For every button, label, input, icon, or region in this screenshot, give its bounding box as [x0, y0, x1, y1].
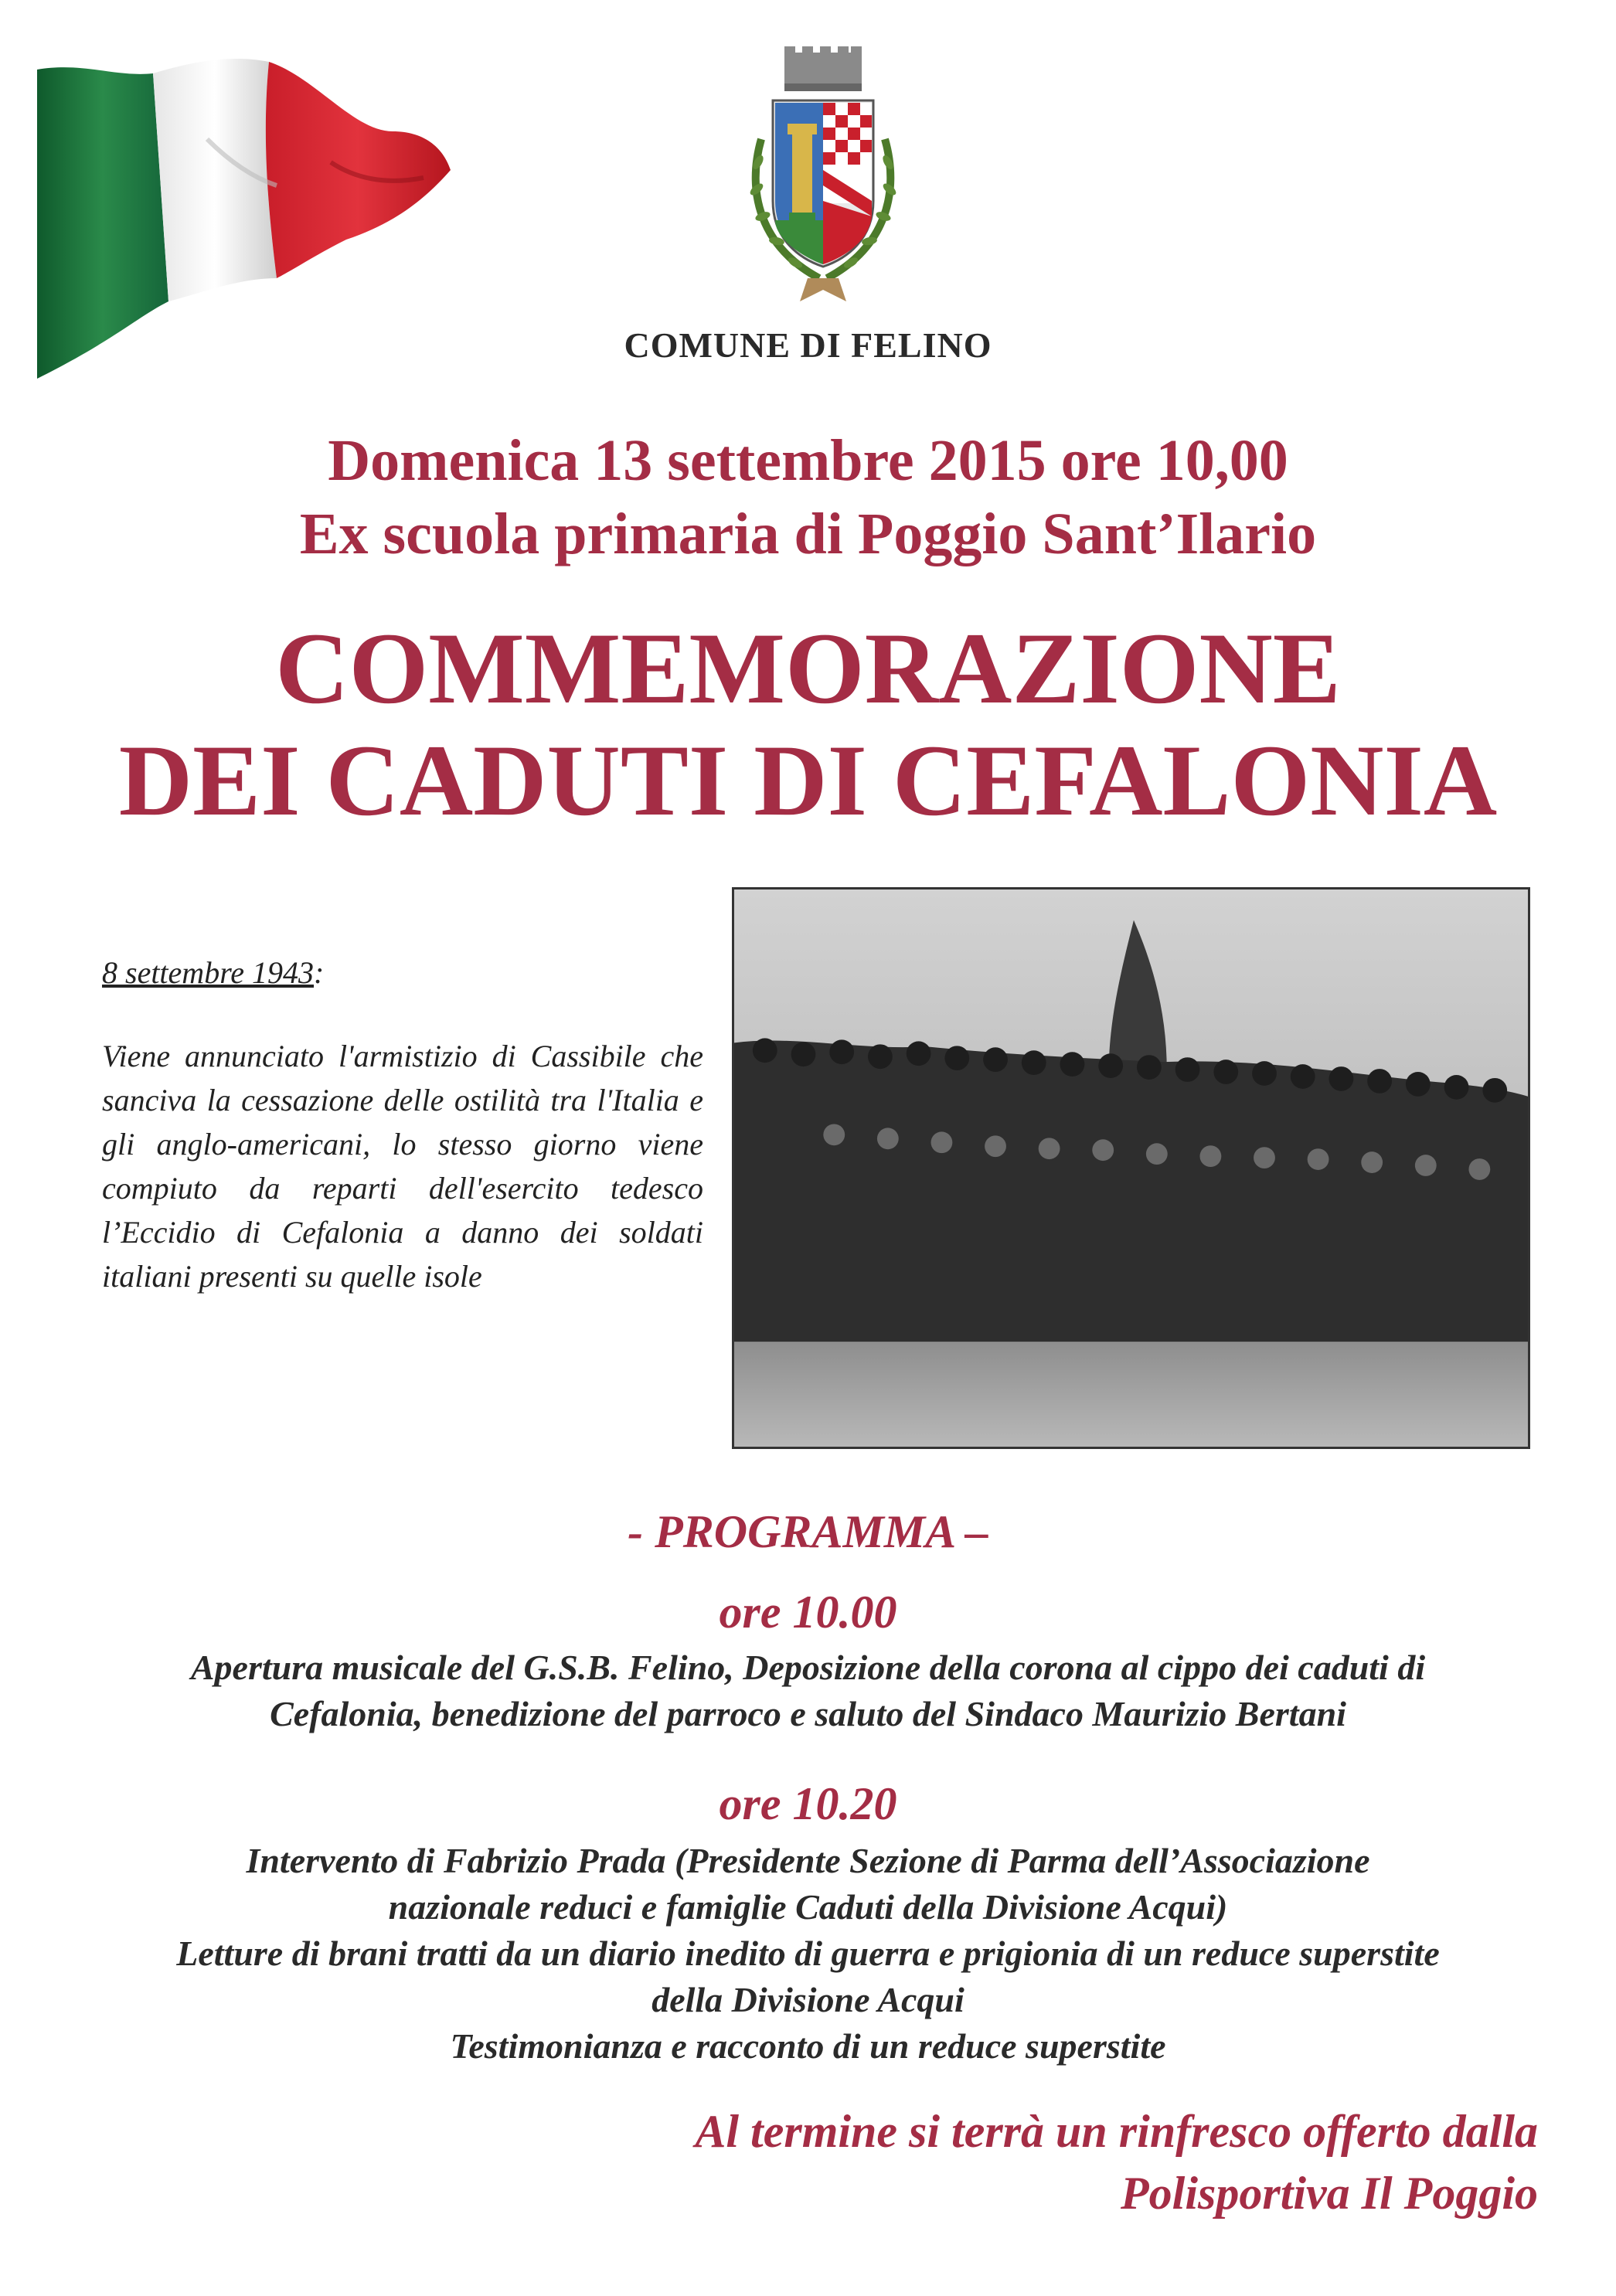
programme-time-2: ore 10.20	[719, 1778, 897, 1829]
history-date: 8 settembre 1943	[102, 955, 315, 990]
programme-item-2-line: della Divisione Acqui	[652, 1980, 964, 2019]
history-text: Viene annunciato l'armistizio di Cassibile che sanciva la cessazione delle ostilità tra l'Italia e gli anglo-americani, lo stesso giorno viene compiuto da reparti dell'esercito tedesco l’Eccidio di Cefalonia a danno dei soldati italiani presenti su quelle isole	[102, 1039, 703, 1294]
programme-heading: - PROGRAMMA –	[628, 1506, 988, 1557]
programme-item-1-line: Apertura musicale del G.S.B. Felino, Deposizione della corona al cippo dei caduti di	[190, 1648, 1426, 1687]
event-place: Ex scuola primaria di Poggio Sant’Ilario	[299, 502, 1317, 566]
closing-note	[541, 2100, 1538, 2224]
historic-soldiers-photo	[732, 887, 1530, 1449]
felino-coat-of-arms-icon	[730, 46, 916, 313]
closing-line1: Al termine si terrà un rinfresco offerto dalla	[695, 2106, 1538, 2157]
comune-name: COMUNE DI FELINO	[624, 325, 992, 365]
event-title-line1: COMMEMORAZIONE	[275, 611, 1341, 725]
event-title-line2: DEI CADUTI DI CEFALONIA	[118, 723, 1498, 837]
history-date-block	[102, 954, 324, 991]
event-date-time: Domenica 13 settembre 2015 ore 10,00	[328, 428, 1288, 493]
programme-item-2	[46, 1838, 1570, 2070]
programme-item-2-line: Testimonianza e racconto di un reduce superstite	[450, 2026, 1166, 2066]
programme-item-1-line: Cefalonia, benedizione del parroco e saluto del Sindaco Maurizio Bertani	[270, 1694, 1346, 1733]
closing-line2: Polisportiva Il Poggio	[1121, 2168, 1538, 2219]
programme-item-1	[46, 1645, 1570, 1737]
programme-item-2-line: Intervento di Fabrizio Prada (Presidente Sezione di Parma dell’Associazione	[246, 1841, 1370, 1880]
programme-item-2-line: nazionale reduci e famiglie Caduti della Divisione Acqui)	[388, 1887, 1228, 1927]
programme-item-2-line: Letture di brani tratti da un diario inedito di guerra e prigionia di un reduce superstite	[176, 1934, 1440, 1973]
history-date-suffix: :	[314, 955, 325, 990]
programme-time-1: ore 10.00	[719, 1587, 897, 1638]
